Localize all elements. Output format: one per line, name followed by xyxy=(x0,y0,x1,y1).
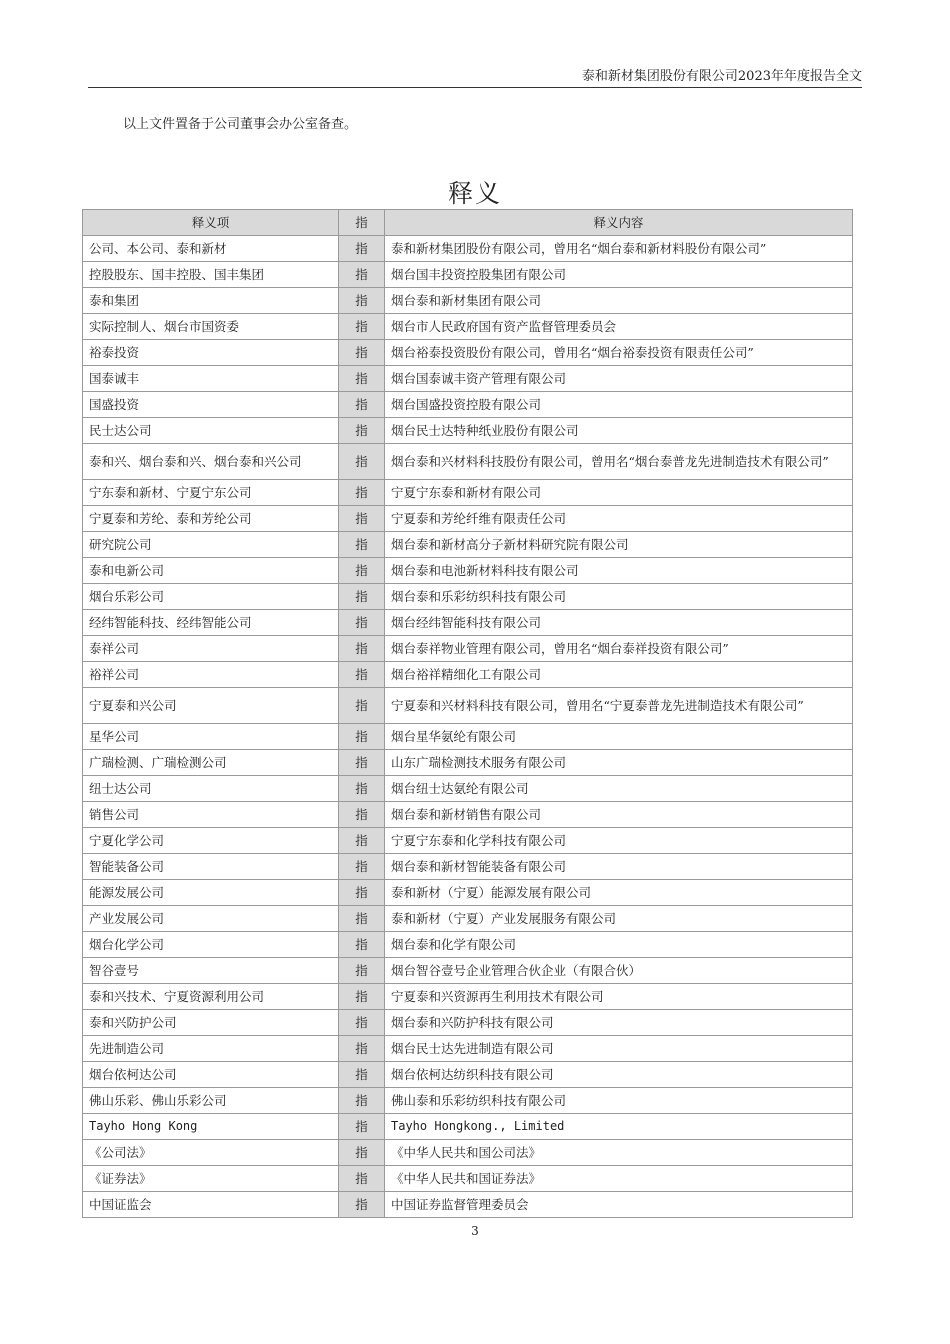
cell-definition: 宁夏泰和芳纶纤维有限责任公司 xyxy=(385,506,853,532)
cell-definition: 山东广瑞检测技术服务有限公司 xyxy=(385,750,853,776)
document-note: 以上文件置备于公司董事会办公室备查。 xyxy=(123,117,358,132)
cell-ref: 指 xyxy=(339,1062,385,1088)
table-row xyxy=(83,1192,853,1218)
cell-term: 泰和兴技术、宁夏资源利用公司 xyxy=(83,984,339,1010)
cell-definition: 中国证券监督管理委员会 xyxy=(385,1192,853,1218)
cell-definition: 烟台泰祥物业管理有限公司，曾用名“烟台泰祥投资有限公司” xyxy=(385,636,853,662)
table-row xyxy=(83,288,853,314)
header-definition: 释义内容 xyxy=(385,210,853,236)
cell-ref: 指 xyxy=(339,984,385,1010)
cell-term: 产业发展公司 xyxy=(83,906,339,932)
table-row xyxy=(83,340,853,366)
cell-term: 广瑞检测、广瑞检测公司 xyxy=(83,750,339,776)
cell-ref: 指 xyxy=(339,444,385,480)
cell-ref: 指 xyxy=(339,418,385,444)
cell-term: 《证券法》 xyxy=(83,1166,339,1192)
table-row xyxy=(83,854,853,880)
table-row xyxy=(83,932,853,958)
header-term: 释义项 xyxy=(83,210,339,236)
cell-definition: 《中华人民共和国证券法》 xyxy=(385,1166,853,1192)
cell-ref: 指 xyxy=(339,480,385,506)
cell-definition: 烟台经纬智能科技有限公司 xyxy=(385,610,853,636)
cell-term: 实际控制人、烟台市国资委 xyxy=(83,314,339,340)
cell-term: 宁东泰和新材、宁夏宁东公司 xyxy=(83,480,339,506)
cell-term: 星华公司 xyxy=(83,724,339,750)
table-row xyxy=(83,506,853,532)
cell-term: 宁夏泰和兴公司 xyxy=(83,688,339,724)
cell-term: 泰和兴防护公司 xyxy=(83,1010,339,1036)
cell-definition: 烟台泰和化学有限公司 xyxy=(385,932,853,958)
table-body xyxy=(83,236,853,1218)
cell-definition: 烟台泰和乐彩纺织科技有限公司 xyxy=(385,584,853,610)
table-row xyxy=(83,662,853,688)
table-row xyxy=(83,1114,853,1140)
table-row xyxy=(83,1062,853,1088)
cell-definition: 烟台国丰投资控股集团有限公司 xyxy=(385,262,853,288)
cell-ref: 指 xyxy=(339,828,385,854)
cell-definition: 宁夏泰和兴资源再生利用技术有限公司 xyxy=(385,984,853,1010)
cell-ref: 指 xyxy=(339,724,385,750)
cell-ref: 指 xyxy=(339,506,385,532)
table-row xyxy=(83,906,853,932)
cell-ref: 指 xyxy=(339,236,385,262)
cell-term: 纽士达公司 xyxy=(83,776,339,802)
cell-ref: 指 xyxy=(339,262,385,288)
cell-ref: 指 xyxy=(339,662,385,688)
cell-definition: 泰和新材集团股份有限公司，曾用名“烟台泰和新材料股份有限公司” xyxy=(385,236,853,262)
cell-term: 裕泰投资 xyxy=(83,340,339,366)
cell-term: 控股股东、国丰控股、国丰集团 xyxy=(83,262,339,288)
cell-ref: 指 xyxy=(339,750,385,776)
table-row xyxy=(83,480,853,506)
cell-term: 烟台乐彩公司 xyxy=(83,584,339,610)
cell-definition: 宁夏泰和兴材料科技有限公司，曾用名“宁夏泰普龙先进制造技术有限公司” xyxy=(385,688,853,724)
page-header xyxy=(88,67,862,88)
cell-ref: 指 xyxy=(339,392,385,418)
cell-term: 中国证监会 xyxy=(83,1192,339,1218)
cell-definition: 《中华人民共和国公司法》 xyxy=(385,1140,853,1166)
report-title: 泰和新材集团股份有限公司2023年年度报告全文 xyxy=(581,69,862,84)
cell-ref: 指 xyxy=(339,1010,385,1036)
cell-ref: 指 xyxy=(339,958,385,984)
table-row xyxy=(83,584,853,610)
table-row xyxy=(83,880,853,906)
cell-term: 泰和集团 xyxy=(83,288,339,314)
cell-definition: 烟台泰和新材集团有限公司 xyxy=(385,288,853,314)
cell-definition: 烟台泰和新材高分子新材料研究院有限公司 xyxy=(385,532,853,558)
cell-term: 经纬智能科技、经纬智能公司 xyxy=(83,610,339,636)
cell-ref: 指 xyxy=(339,314,385,340)
cell-definition: Tayho Hongkong., Limited xyxy=(385,1114,853,1140)
cell-term: 国泰诚丰 xyxy=(83,366,339,392)
cell-definition: 烟台泰和新材销售有限公司 xyxy=(385,802,853,828)
header-ref: 指 xyxy=(339,210,385,236)
table-row xyxy=(83,636,853,662)
cell-definition: 佛山泰和乐彩纺织科技有限公司 xyxy=(385,1088,853,1114)
cell-definition: 烟台民士达特种纸业股份有限公司 xyxy=(385,418,853,444)
cell-definition: 泰和新材（宁夏）能源发展有限公司 xyxy=(385,880,853,906)
cell-term: Tayho Hong Kong xyxy=(83,1114,339,1140)
table-row xyxy=(83,688,853,724)
table-row xyxy=(83,1088,853,1114)
section-title: 释义 xyxy=(447,179,502,208)
cell-definition: 烟台裕祥精细化工有限公司 xyxy=(385,662,853,688)
cell-definition: 烟台泰和电池新材料科技有限公司 xyxy=(385,558,853,584)
cell-ref: 指 xyxy=(339,1166,385,1192)
table-row xyxy=(83,366,853,392)
cell-definition: 烟台泰和兴材料科技股份有限公司，曾用名“烟台泰普龙先进制造技术有限公司” xyxy=(385,444,853,480)
table-row xyxy=(83,776,853,802)
cell-term: 裕祥公司 xyxy=(83,662,339,688)
cell-term: 泰和电新公司 xyxy=(83,558,339,584)
cell-definition: 宁夏宁东泰和化学科技有限公司 xyxy=(385,828,853,854)
cell-ref: 指 xyxy=(339,610,385,636)
cell-term: 销售公司 xyxy=(83,802,339,828)
cell-ref: 指 xyxy=(339,776,385,802)
table-row xyxy=(83,610,853,636)
table-row xyxy=(83,1140,853,1166)
cell-ref: 指 xyxy=(339,584,385,610)
table-row xyxy=(83,392,853,418)
cell-definition: 烟台依柯达纺织科技有限公司 xyxy=(385,1062,853,1088)
cell-ref: 指 xyxy=(339,1114,385,1140)
cell-definition: 烟台市人民政府国有资产监督管理委员会 xyxy=(385,314,853,340)
cell-definition: 烟台裕泰投资股份有限公司，曾用名“烟台裕泰投资有限责任公司” xyxy=(385,340,853,366)
cell-term: 研究院公司 xyxy=(83,532,339,558)
cell-ref: 指 xyxy=(339,688,385,724)
table-row xyxy=(83,314,853,340)
table-row xyxy=(83,236,853,262)
cell-definition: 烟台星华氨纶有限公司 xyxy=(385,724,853,750)
cell-term: 宁夏泰和芳纶、泰和芳纶公司 xyxy=(83,506,339,532)
cell-term: 先进制造公司 xyxy=(83,1036,339,1062)
table-row xyxy=(83,802,853,828)
table-row xyxy=(83,1166,853,1192)
cell-term: 能源发展公司 xyxy=(83,880,339,906)
cell-term: 国盛投资 xyxy=(83,392,339,418)
table-row xyxy=(83,828,853,854)
cell-ref: 指 xyxy=(339,802,385,828)
cell-term: 智能装备公司 xyxy=(83,854,339,880)
cell-ref: 指 xyxy=(339,532,385,558)
cell-term: 佛山乐彩、佛山乐彩公司 xyxy=(83,1088,339,1114)
cell-definition: 烟台智谷壹号企业管理合伙企业（有限合伙） xyxy=(385,958,853,984)
cell-definition: 烟台国泰诚丰资产管理有限公司 xyxy=(385,366,853,392)
definitions-table xyxy=(82,209,853,1218)
cell-term: 烟台化学公司 xyxy=(83,932,339,958)
cell-ref: 指 xyxy=(339,366,385,392)
table-row xyxy=(83,1010,853,1036)
cell-ref: 指 xyxy=(339,558,385,584)
table-row xyxy=(83,750,853,776)
table-row xyxy=(83,958,853,984)
table-row xyxy=(83,444,853,480)
cell-term: 民士达公司 xyxy=(83,418,339,444)
cell-definition: 烟台泰和兴防护科技有限公司 xyxy=(385,1010,853,1036)
table-row xyxy=(83,418,853,444)
cell-term: 宁夏化学公司 xyxy=(83,828,339,854)
cell-term: 烟台依柯达公司 xyxy=(83,1062,339,1088)
cell-term: 智谷壹号 xyxy=(83,958,339,984)
cell-definition: 烟台纽士达氨纶有限公司 xyxy=(385,776,853,802)
table-row xyxy=(83,984,853,1010)
cell-ref: 指 xyxy=(339,1192,385,1218)
cell-definition: 烟台民士达先进制造有限公司 xyxy=(385,1036,853,1062)
cell-ref: 指 xyxy=(339,340,385,366)
table-row xyxy=(83,532,853,558)
table-row xyxy=(83,724,853,750)
cell-ref: 指 xyxy=(339,1036,385,1062)
cell-term: 公司、本公司、泰和新材 xyxy=(83,236,339,262)
cell-term: 泰祥公司 xyxy=(83,636,339,662)
cell-term: 《公司法》 xyxy=(83,1140,339,1166)
table-row xyxy=(83,262,853,288)
table-header-row xyxy=(83,210,853,236)
cell-definition: 宁夏宁东泰和新材有限公司 xyxy=(385,480,853,506)
cell-definition: 泰和新材（宁夏）产业发展服务有限公司 xyxy=(385,906,853,932)
cell-ref: 指 xyxy=(339,288,385,314)
table-row xyxy=(83,1036,853,1062)
cell-ref: 指 xyxy=(339,1088,385,1114)
cell-ref: 指 xyxy=(339,932,385,958)
cell-ref: 指 xyxy=(339,906,385,932)
cell-definition: 烟台国盛投资控股有限公司 xyxy=(385,392,853,418)
cell-ref: 指 xyxy=(339,636,385,662)
cell-term: 泰和兴、烟台泰和兴、烟台泰和兴公司 xyxy=(83,444,339,480)
cell-ref: 指 xyxy=(339,854,385,880)
table-row xyxy=(83,558,853,584)
cell-definition: 烟台泰和新材智能装备有限公司 xyxy=(385,854,853,880)
cell-ref: 指 xyxy=(339,880,385,906)
page-number: 3 xyxy=(471,1224,479,1238)
cell-ref: 指 xyxy=(339,1140,385,1166)
